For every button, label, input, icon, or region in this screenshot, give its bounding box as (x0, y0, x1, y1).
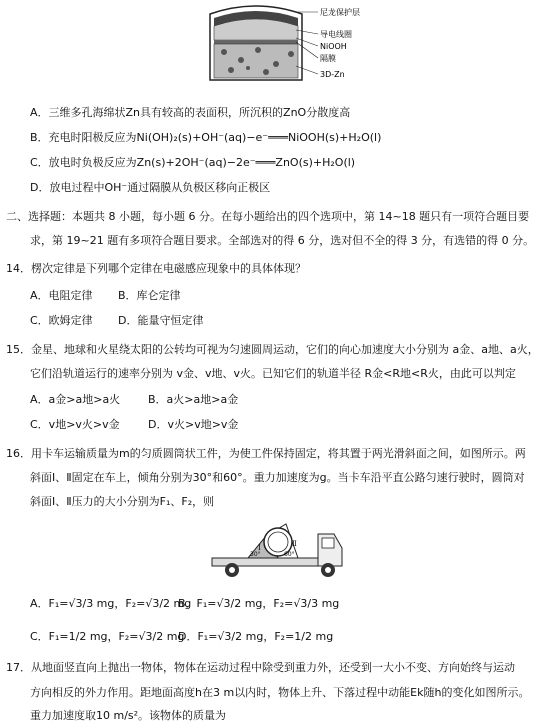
battery-label: 3D-Zn (320, 70, 345, 79)
q17-line1: 17．从地面竖直向上抛出一物体，物体在运动过程中除受到重力外，还受到一大小不变、方向始终与运动 (6, 661, 515, 674)
slope-ii-label: Ⅱ (292, 540, 297, 548)
q16-line3: 斜面Ⅰ、Ⅱ压力的大小分别为F₁、F₂，则 (30, 495, 215, 508)
q16-line2: 斜面Ⅰ、Ⅱ固定在车上，倾角分别为30°和60°。重力加速度为g。当卡车沿平直公路匀速行驶时，圆筒对 (30, 471, 525, 484)
q16-option-b: B．F₁=√3/2 mg，F₂=√3/3 mg (178, 597, 340, 610)
q15-option-b: B．a火>a地>a金 (148, 393, 239, 406)
battery-label: 隔膜 (320, 54, 336, 63)
q14-option-a: A．电阻定律 (30, 289, 93, 302)
q17-line3: 重力加速度取10 m/s²。该物体的质量为 (30, 709, 227, 722)
battery-label: NiOOH (320, 42, 347, 51)
battery-label: 尼龙保护层 (320, 8, 360, 17)
q16-line1: 16．用卡车运输质量为m的匀质圆筒状工件，为使工件保持固定，将其置于两光滑斜面之间，如图所示。两 (6, 447, 526, 460)
battery-figure (196, 0, 382, 88)
q17-line2: 方向相反的外力作用。距地面高度h在3 m以内时，物体上升、下落过程中动能Ek随h的变化如图所示。 (30, 686, 530, 699)
q14-option-d: D．能量守恒定律 (118, 314, 204, 327)
angle-30-label: 30° (250, 551, 261, 558)
angle-60-label: 60° (284, 551, 295, 558)
q13-option-a: A．三维多孔海绵状Zn具有较高的表面积，所沉积的ZnO分散度高 (30, 106, 351, 119)
section2-line2: 求，第 19~21 题有多项符合题目要求。全部选对的得 6 分，选对但不全的得 3 分，有选错的得 0 分。 (30, 234, 535, 247)
battery-label: 导电线圈 (320, 30, 352, 39)
q15-option-c: C．v地>v火>v金 (30, 418, 120, 431)
q15-line1: 15．金星、地球和火星绕太阳的公转均可视为匀速圆周运动，它们的向心加速度大小分别为 a金、a地、a火， (6, 343, 539, 356)
q13-option-d: D．放电过程中OH⁻通过隔膜从负极区移向正极区 (30, 181, 271, 194)
q16-option-c: C．F₁=1/2 mg，F₂=√3/2 mg (30, 630, 185, 643)
q13-option-c: C．放电时负极反应为Zn(s)+2OH⁻(aq)−2e⁻═══ZnO(s)+H₂O(l) (30, 156, 356, 169)
q15-line2: 它们沿轨道运行的速率分别为 v金、v地、v火。已知它们的轨道半径 R金<R地<R火，由此可以判定 (30, 367, 516, 380)
q14-option-c: C．欧姆定律 (30, 314, 93, 327)
q15-option-a: A．a金>a地>a火 (30, 393, 121, 406)
section2-line1: 二、选择题：本题共 8 小题，每小题 6 分。在每小题给出的四个选项中，第 14~18 题只有一项符合题目要 (6, 210, 530, 223)
q16-option-a: A．F₁=√3/3 mg，F₂=√3/2 mg (30, 597, 192, 610)
q15-option-d: D．v火>v地>v金 (148, 418, 239, 431)
truck-figure (208, 520, 348, 582)
slope-i-label: Ⅰ (258, 544, 261, 552)
q13-option-b: B．充电时阳极反应为Ni(OH)₂(s)+OH⁻(aq)−e⁻═══NiOOH(s)+H₂O(l) (30, 131, 382, 144)
q16-option-d: D．F₁=√3/2 mg，F₂=1/2 mg (178, 630, 334, 643)
q14-option-b: B．库仑定律 (118, 289, 181, 302)
q14-stem: 14．楞次定律是下列哪个定律在电磁感应现象中的具体体现？ (6, 262, 306, 275)
